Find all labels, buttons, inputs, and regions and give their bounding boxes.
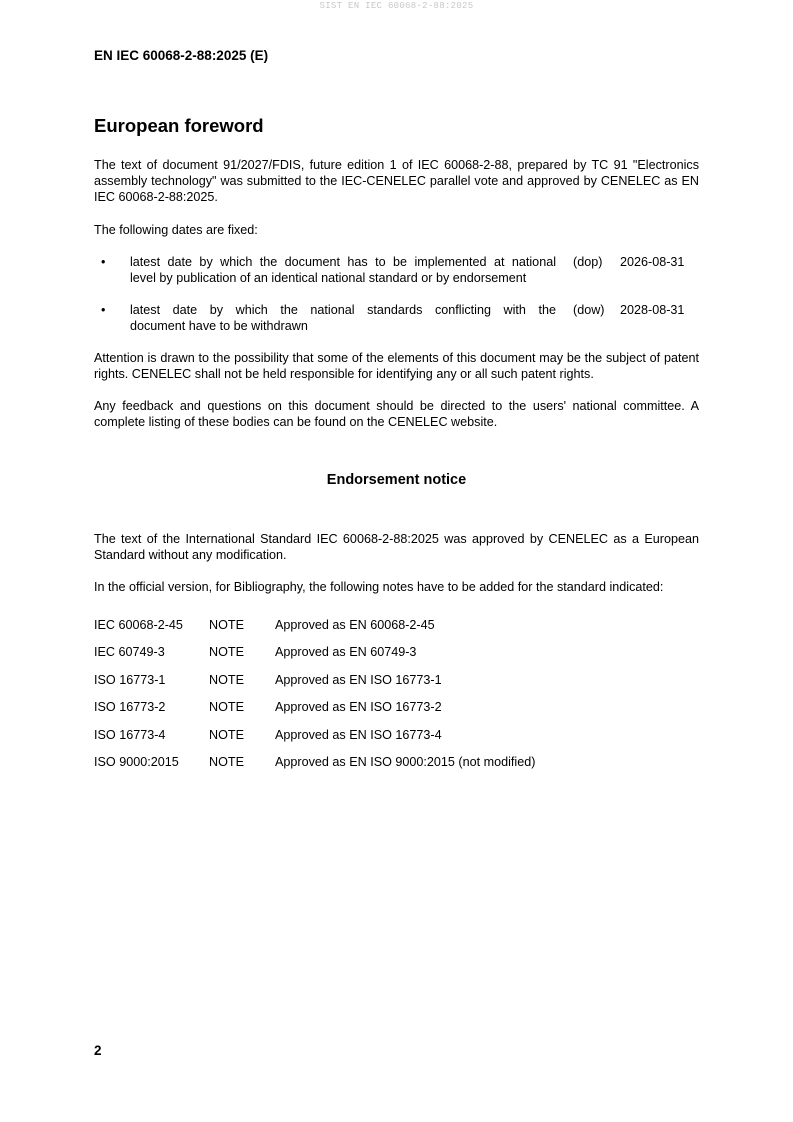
endorsement-text: The text of the International Standard IEC 60068-2-88:2025 was approved by CENELEC as a European Standard without any modification. (94, 532, 699, 562)
reference-label: NOTE (209, 700, 244, 714)
bullet-icon: • (101, 255, 106, 269)
date-item-text-line1: latest date by which the document has to be implemented at national (130, 255, 556, 269)
reference-note: Approved as EN ISO 16773-1 (275, 673, 442, 687)
reference-note: Approved as EN 60068-2-45 (275, 618, 435, 632)
dates-intro: The following dates are fixed: (94, 223, 258, 237)
bibliography-intro: In the official version, for Bibliography, the following notes have to be added for the standard indicated: (94, 580, 664, 594)
reference-note: Approved as EN ISO 16773-2 (275, 700, 442, 714)
reference-label: NOTE (209, 673, 244, 687)
reference-label: NOTE (209, 728, 244, 742)
page-number: 2 (94, 1043, 102, 1058)
reference-standard: ISO 9000:2015 (94, 755, 179, 769)
reference-standard: IEC 60749-3 (94, 645, 165, 659)
reference-note: Approved as EN ISO 16773-4 (275, 728, 442, 742)
document-header: EN IEC 60068-2-88:2025 (E) (94, 48, 269, 63)
date-item-text (130, 254, 556, 286)
date-item-date: 2026-08-31 (620, 255, 685, 269)
date-item-text-line2: level by publication of an identical national standard or by endorsement (130, 271, 527, 285)
patent-notice: Attention is drawn to the possibility that some of the elements of this document may be the subject of patent rights. CENELEC shall not be held responsible for identifying any or all such patent rights. (94, 351, 699, 381)
date-item-date: 2028-08-31 (620, 303, 685, 317)
date-item-text-line2: document have to be withdrawn (130, 319, 308, 333)
feedback-notice: Any feedback and questions on this document should be directed to the users' national committee. A complete listing of these bodies can be found on the CENELEC website. (94, 399, 699, 429)
reference-note: Approved as EN ISO 9000:2015 (not modified) (275, 755, 536, 769)
date-item-code: (dow) (573, 303, 605, 317)
date-item-code: (dop) (573, 255, 603, 269)
date-item-text-line1: latest date by which the national standards conflicting with the (130, 303, 556, 317)
bullet-icon: • (101, 303, 106, 317)
reference-standard: IEC 60068-2-45 (94, 618, 183, 632)
date-item-text (130, 302, 556, 334)
foreword-intro: The text of document 91/2027/FDIS, future edition 1 of IEC 60068-2-88, prepared by TC 91 "Electronics assembly technology" was submitted to the IEC-CENELEC parallel vote and approved by CENELEC as EN IEC 60068-2-88:2025. (94, 158, 699, 204)
reference-note: Approved as EN 60749-3 (275, 645, 417, 659)
foreword-title: European foreword (94, 115, 264, 136)
reference-label: NOTE (209, 755, 244, 769)
reference-label: NOTE (209, 618, 244, 632)
reference-label: NOTE (209, 645, 244, 659)
reference-standard: ISO 16773-4 (94, 728, 166, 742)
reference-standard: ISO 16773-1 (94, 673, 166, 687)
watermark: SIST EN IEC 60068-2-88:2025 (319, 1, 474, 11)
endorsement-title: Endorsement notice (326, 472, 467, 488)
reference-standard: ISO 16773-2 (94, 700, 166, 714)
